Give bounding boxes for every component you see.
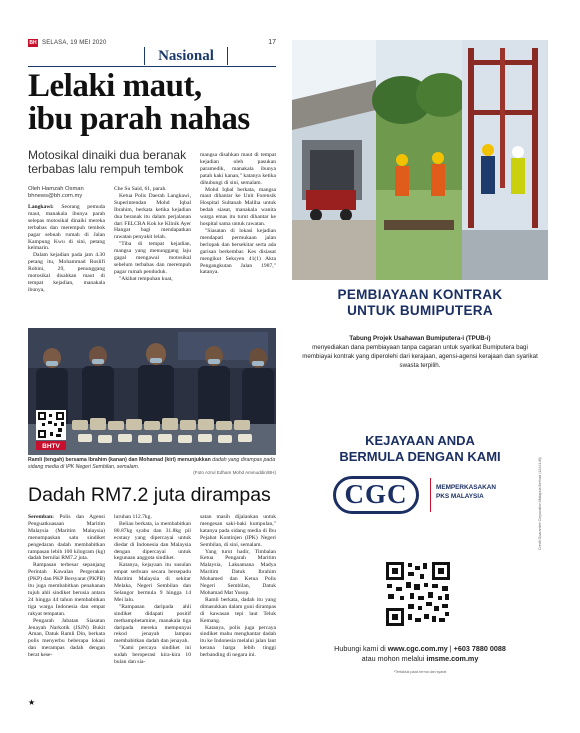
ad-title-line1: PEMBIAYAAN KONTRAK (337, 287, 503, 302)
press-conference-photo (28, 328, 276, 455)
photo-credit: (Foto Azrul Edham Mohd Aminuddin/BH) (193, 470, 276, 475)
photo-caption (28, 457, 276, 477)
story2-paragraph: Ramli berkata, dadah itu yang dimasukkan dalam guni dirampas di kawasan tepi laut Teluk Kemang. (200, 596, 276, 624)
story2-paragraph: Beliau berkata, ia membabitkan 80.87kg syabu dan 31.8kg pil ecstasy yang dipercayai untuk diedar di Indonesia dan Malaysia dengan dipercayai untuk kegunaan anggota sindiket. (114, 520, 191, 562)
cgc-logo: CGC (333, 476, 419, 514)
story2-paragraph: satan masih dijalankan untuk mengesan saki-baki kumpulan," katanya pada sidang media di Ibu Pejabat Kontinjen (IPK) Negeri Sembilan, di sini, semalam. (200, 514, 276, 548)
ad-slogan-line1: KEJAYAAN ANDA (365, 433, 475, 448)
story1-column-3 (200, 152, 276, 276)
story1-deck: Motosikal dinaiki dua beranak terbabas lalu rempuh tembok (28, 148, 187, 176)
story2-paragraph: Seremban: Polis dan Agensi Penguatkuasaan Maritim Malaysia (Maritim Malaysia) menumpaskan satu sindiket pengedaran dadah membabitkan rampasan lebih 100 kilogram (kg) dadah bernilai RM7.2 juta. (28, 514, 105, 562)
story1-paragraph: Dalam kejadian pada jam 4.30 petang itu, Mohammad Roslifi Robini, 29, penunggang motosikal disahkan maut di tempat kejadian, manakala ibunya, (28, 252, 105, 293)
footer-star-icon: ★ (28, 698, 36, 707)
story1-headline-line2: ibu parah nahas (28, 101, 250, 137)
story1-paragraph: mangsa disahkan maut di tempat kejadian oleh pasukan paramedik, manakala ibunya patah kaki kanan," katanya ketika dihubungi di sini, semalam. (200, 152, 276, 186)
story1-paragraph: "Tiba di tempat kejadian, mangsa yang menunggang laju gagal mengawal motosikal sebelum terbabas dan merempuh pagar rumah penduduk. (114, 241, 191, 275)
ad-program-name: Tabung Projek Usahawan Bumiputera-i (TPUB-i) (349, 335, 491, 342)
story1-column-1 (28, 186, 105, 294)
ad-contact: Hubungi kami di www.cgc.com.my | +603 7880 0088 atau mohon melalui imsme.com.my (334, 644, 506, 663)
cgc-tagline (436, 483, 536, 501)
news-photo (28, 328, 276, 455)
logo-divider (430, 478, 431, 512)
ad-slogan-line2: BERMULA DENGAN KAMI (339, 449, 501, 464)
bh-logo: BH (29, 40, 37, 46)
story2-paragraph: Katanya, polis juga percaya sindiket mahu menghantar dadah itu ke Indonesia melalui jalan laut kerana harga lebih tinggi berbanding di negara ini. (200, 624, 276, 659)
qr-code-icon (384, 560, 452, 628)
construction-collage-image (292, 40, 548, 280)
caption-bold: Ramli (tengah) bersama Ibrahim (kanan) dan Mohamad (kiri) menunjukkan (28, 457, 211, 463)
story1-headline (28, 70, 278, 136)
cgc-tagline-line2: PKS MALAYSIA (436, 493, 484, 500)
section-rule (28, 66, 276, 67)
section-label: Nasional (144, 47, 228, 65)
ad-title-line2: UNTUK BUMIPUTERA (347, 303, 493, 318)
caption-italic: dadah yang dirampas pada sidang media di IPK Negeri Sembilan, semalam. (28, 457, 276, 470)
story1-paragraph: "Siasatan di lokasi kejadian mendapati permukaan jalan berlopak dan bersekitar serta ada garisan berkembar. Kes disiasat mengikut Seksyen 41(1) Akta Pengangkutan Jalan 1987," katanya. (200, 227, 276, 276)
story1-column-2 (114, 186, 191, 283)
byline-email: bhnews@bh.com.my (28, 193, 83, 199)
story1-byline (28, 186, 105, 200)
story2-column-3 (200, 514, 276, 659)
story1-paragraph: Ketua Polis Daerah Langkawi, Superintendan Mohd Iqbal Ibrahim, berkata ketika kejadian dua beranak itu dalam perjalanan dari FELCRA Kok ke Klinik Ayer Hangat bagi mendapatkan rawatan penyakit lelah. (114, 192, 191, 241)
ad-slogan (292, 433, 548, 465)
story2-paragraph: luruhan 112.7kg. (114, 514, 152, 520)
story2-paragraph: "Kami percaya sindiket ini sudah beroperasi kira-kira 10 bulan dan sia- (114, 645, 191, 666)
story2-paragraph: Yang turut hadir, Timbalan Ketua Pengarah Maritim Malaysia, Laksamana Madya Maritim Datuk Ibrahim Mohamed dan Ketua Polis Negeri Sembilan, Datuk Mohamad Mat Yusop. (200, 548, 276, 596)
company-registration-note: Credit Guarantee Corporation Malaysia Berhad (12441-M) (538, 457, 542, 550)
story2-column-2 (114, 514, 191, 666)
byline-name: Oleh Hamzah Osman (28, 186, 84, 192)
story2-dateline: Seremban: (28, 514, 54, 520)
story1-paragraph: Mohd Iqbal berkata, mangsa maut dihantar ke Unit Forensik Hospital Sultanah Maliha untuk bedah siasat, manakala wanita warga emas itu turut dihantar ke hospital sama untuk rawatan. (200, 186, 276, 228)
story1-dateline: Langkawi: (28, 204, 54, 210)
portal-link[interactable]: imsme.com.my (426, 654, 479, 663)
contact-mid: atau mohon melalui (361, 654, 427, 663)
terms-note: *Tertakluk pada terma dan syarat (393, 670, 447, 674)
story2-paragraph: Katanya, kejayaan itu susulan empat serbuan secara bersepadu Maritim Malaysia di sekitar Melaka, Negeri Sembilan dan Selangor bermula 9 hingga 14 Mei lalu. (114, 562, 191, 603)
ad-title (292, 287, 548, 319)
phone-number: +603 7880 0088 (453, 644, 506, 653)
story1-headline-line1: Lelaki maut, (28, 68, 202, 104)
bhtv-label: BHTV (42, 443, 60, 450)
story1-paragraph: Che Su Said, 61, parah. (114, 186, 167, 192)
story2-column-1 (28, 514, 105, 659)
contact-prefix: Hubungi kami di (334, 644, 388, 653)
story2-paragraph: "Rampasan daripada ahli sindiket didapati positif methamphetamine, manakala tiga daripada mereka mempunyai rekod jenayah lampau membabitkan dadah dan jenayah. (114, 603, 191, 645)
story2-headline: Dadah RM7.2 juta dirampas (28, 484, 271, 506)
cgc-advertisement (292, 40, 548, 697)
website-link[interactable]: www.cgc.com.my (387, 644, 448, 653)
story1-paragraph: Langkawi: Seorang pemuda maut, manakala ibunya parah selepas motosikal dinaiki mereka terbabas dan merempuh tembok pagar sebuah rumah di Jalan Kampung Kwu di sini, petang kelmarin. (28, 204, 105, 252)
ad-description (298, 334, 542, 370)
cgc-tagline-line1: MEMPERKASAKAN (436, 484, 497, 491)
story1-paragraph: "Akibat rempuhan kuat, (119, 275, 173, 282)
ad-photo-collage (292, 40, 548, 280)
story2-paragraph: Rampasan terbesar sepanjang Perintah Kawalan Pergerakan (PKP) dan PKP Bersyarat (PKPB) itu juga membabitkan penahanan tujuh ahli sindiket berusia antara 24 hingga 44 tahun membabitkan tiga warga Indonesia dan empat rakyat tempatan. (28, 562, 105, 617)
issue-date: SELASA, 19 MEI 2020 (42, 40, 107, 46)
story2-paragraph: Pengarah Jabatan Siasatan Jenayah Narkotik (JSJN) Bukit Aman, Datuk Ramli Din, berkata polis menyerbu beberapa lokasi dan merampas dadah dengan berat kese- (28, 617, 105, 659)
page-number: 17 (268, 39, 276, 46)
ad-description-text: menyediakan dana pembiayaan tanpa cagaran untuk syarikat Bumiputera bagi membiayai kontrak yang diperolehi dari kerajaan, agensi-agensi kerajaan dan syarikat swasta terpilih. (302, 344, 538, 369)
